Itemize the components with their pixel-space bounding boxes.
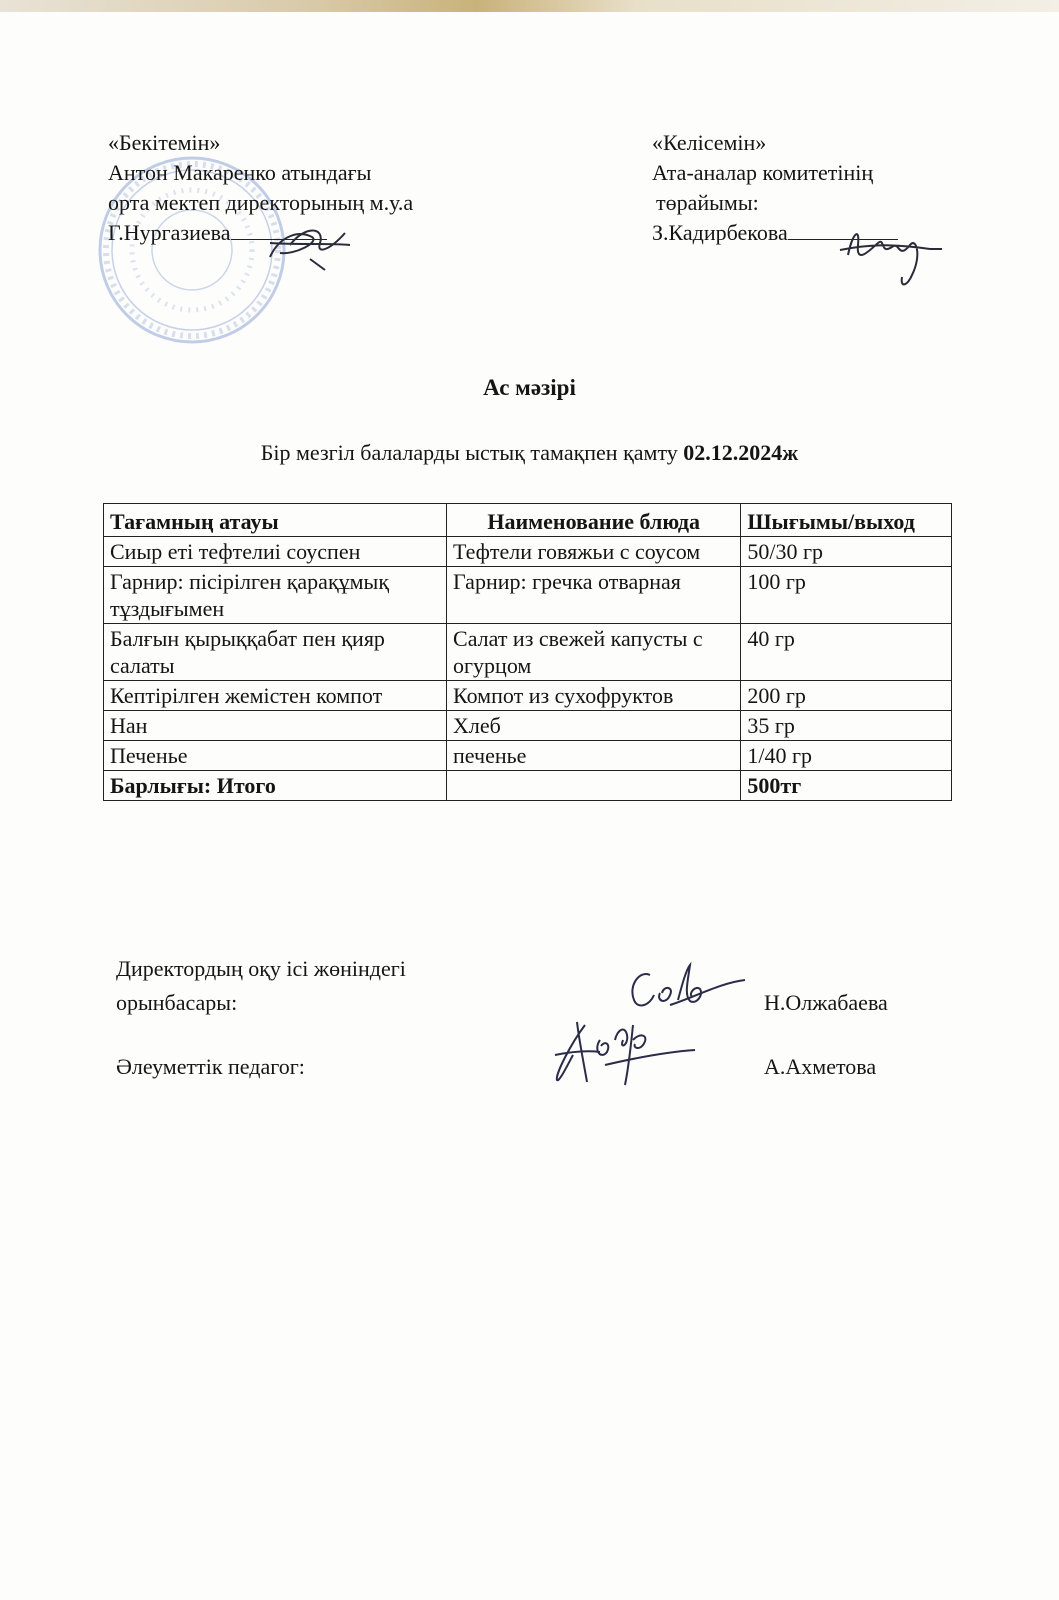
table-row xyxy=(104,624,952,681)
top-edge-band xyxy=(0,0,1059,12)
table-row xyxy=(104,537,952,567)
cell-output: 1/40 гр xyxy=(741,741,952,771)
deputy-role-line1: Директордың оқу ісі жөніндегі xyxy=(116,956,406,981)
cell-ru: Компот из сухофруктов xyxy=(447,681,741,711)
agreement-heading: «Келісемін» xyxy=(652,130,767,155)
menu-table xyxy=(103,503,952,801)
agreement-line2: төрайымы: xyxy=(656,190,759,215)
cell-output: 100 гр xyxy=(741,567,952,624)
table-row xyxy=(104,681,952,711)
total-empty xyxy=(447,771,741,801)
cell-kz: Печенье xyxy=(104,741,447,771)
pedagogue-name: А.Ахметова xyxy=(764,1054,877,1079)
header-kz: Тағамның атауы xyxy=(104,504,447,537)
agreement-line1: Ата-аналар комитетінің xyxy=(652,160,874,185)
cell-ru: Салат из свежей капусты с огурцом xyxy=(447,624,741,681)
table-header-row xyxy=(104,504,952,537)
cell-kz: Сиыр еті тефтелиі соуспен xyxy=(104,537,447,567)
approval-heading: «Бекітемін» xyxy=(108,130,221,155)
agreement-name: З.Кадирбекова xyxy=(652,220,788,245)
deputy-role xyxy=(116,952,406,1020)
table-total-row xyxy=(104,771,952,801)
total-label: Барлығы: Итого xyxy=(104,771,447,801)
committee-signature xyxy=(830,215,950,295)
subtitle-date: 02.12.2024ж xyxy=(683,440,799,465)
page-subtitle xyxy=(0,440,1059,466)
cell-ru: Тефтели говяжьи с соусом xyxy=(447,537,741,567)
table-row xyxy=(104,711,952,741)
deputy-role-line2: орынбасары: xyxy=(116,990,238,1015)
table-row xyxy=(104,567,952,624)
cell-output: 40 гр xyxy=(741,624,952,681)
pedagogue-role: Әлеуметтік педагог: xyxy=(116,1054,305,1079)
pedagogue-signature xyxy=(545,1010,705,1090)
approval-line2: орта мектеп директорының м.у.а xyxy=(108,190,414,215)
approval-line1: Антон Макаренко атындағы xyxy=(108,160,372,185)
cell-kz: Гарнир: пісірілген қарақұмық тұздығымен xyxy=(104,567,447,624)
cell-output: 35 гр xyxy=(741,711,952,741)
cell-ru: печенье xyxy=(447,741,741,771)
cell-ru: Хлеб xyxy=(447,711,741,741)
approval-name: Г.Нургазиева xyxy=(108,220,231,245)
page-title: Ас мәзірі xyxy=(483,375,576,400)
cell-kz: Нан xyxy=(104,711,447,741)
cell-kz: Балғын қырыққабат пен қияр салаты xyxy=(104,624,447,681)
header-ru: Наименование блюда xyxy=(447,504,741,537)
director-signature xyxy=(250,215,360,275)
cell-output: 200 гр xyxy=(741,681,952,711)
cell-ru: Гарнир: гречка отварная xyxy=(447,567,741,624)
header-output: Шығымы/выход xyxy=(741,504,952,537)
cell-kz: Кептірілген жемістен компот xyxy=(104,681,447,711)
cell-output: 50/30 гр xyxy=(741,537,952,567)
subtitle-text: Бір мезгіл балаларды ыстық тамақпен қамту xyxy=(260,440,684,465)
deputy-name: Н.Олжабаева xyxy=(764,990,888,1015)
deputy-signature xyxy=(620,955,750,1015)
table-row xyxy=(104,741,952,771)
total-value: 500тг xyxy=(741,771,952,801)
